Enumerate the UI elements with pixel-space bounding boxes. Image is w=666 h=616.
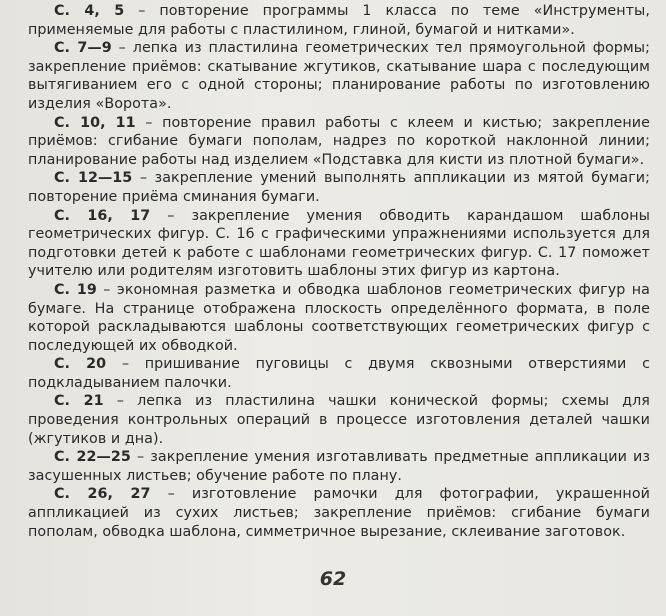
page-ref: С. 26, 27 xyxy=(54,486,151,503)
dash: – xyxy=(136,449,145,466)
paragraph xyxy=(28,2,650,39)
dash: – xyxy=(118,40,126,57)
dash: – xyxy=(121,356,130,373)
dash: – xyxy=(145,114,153,131)
paragraph xyxy=(28,355,650,392)
paragraph xyxy=(28,392,650,448)
paragraph xyxy=(28,114,650,170)
page-ref: С. 22—25 xyxy=(54,449,131,466)
paragraph xyxy=(28,485,650,541)
page-ref: С. 16, 17 xyxy=(54,207,151,224)
page-ref: С. 12—15 xyxy=(54,170,133,187)
paragraph-text: экономная разметка и обводка шаблонов геометрических фигур на бумаге. На странице отображена плоскость определённого формата, в поле которой раскладываются шаблоны соответствующих геометрических фигур с последующей их обводкой. xyxy=(28,281,650,354)
page-ref: С. 7—9 xyxy=(54,40,112,57)
dash: – xyxy=(103,281,111,298)
paragraph-text: пришивание пуговицы с двумя сквозными отверстиями с подкладыванием палочки. xyxy=(28,356,650,391)
page-number: 62 xyxy=(319,568,347,590)
page-ref: С. 4, 5 xyxy=(54,3,125,19)
page-ref: С. 20 xyxy=(54,356,107,373)
paragraph-text: повторение правил работы с клеем и кистью; закрепление приёмов: сгибание бумаги пополам, надрез по короткой наклонной линии; планирование работы над изделием «Подставка для кисти из плотной бумаги». xyxy=(28,114,650,168)
page-ref: С. 10, 11 xyxy=(54,114,136,131)
paragraph-text: лепка из пластилина геометрических тел прямоугольной формы; закрепление приёмов: скатывание жгутиков, скатывание шара с последующим вытягиванием его с одной стороны; планирование работы по изготовлению изделия «Ворота». xyxy=(28,40,650,112)
page-ref: С. 19 xyxy=(54,281,97,298)
dash: – xyxy=(167,486,175,503)
paragraph-text: изготовление рамочки для фотографии, украшенной аппликацией из сухих листьев; закрепление приёмов: сгибание бумаги пополам, обводка шаблона, симметричное вырезание, склеивание заготовок. xyxy=(28,486,650,540)
paragraph xyxy=(28,448,650,485)
dash: – xyxy=(138,3,146,19)
page-content xyxy=(28,0,650,541)
paragraph-text: закрепление умения обводить карандашом шаблоны геометрических фигур. С. 16 с графическими упражнениями используется для подготовки детей к работе с шаблонами геометрических фигур. С. 17 поможет учителю или родителям изготовить шаблоны этих фигур из картона. xyxy=(28,207,650,280)
dash: – xyxy=(167,207,175,224)
paragraph-text: повторение программы 1 класса по теме «Инструменты, применяемые для работы с пластилином, глиной, бумагой и нитками». xyxy=(28,3,650,38)
paragraph xyxy=(28,169,650,206)
paragraph xyxy=(28,207,650,281)
dash: – xyxy=(116,393,124,410)
paragraph-text: закрепление умения изготавливать предметные аппликации из засушенных листьев; обучение работе по плану. xyxy=(28,449,651,484)
paragraph-text: лепка из пластилина чашки конической формы; схемы для проведения контрольных операций в процессе изготовления деталей чашки (жгутиков и дна). xyxy=(28,393,650,447)
paragraph xyxy=(28,281,650,355)
paragraph xyxy=(28,39,650,113)
dash: – xyxy=(139,170,148,187)
paragraph-text: закрепление умений выполнять аппликации из мятой бумаги; повторение приёма сминания бумаги. xyxy=(28,170,650,205)
page-ref: С. 21 xyxy=(54,393,104,410)
